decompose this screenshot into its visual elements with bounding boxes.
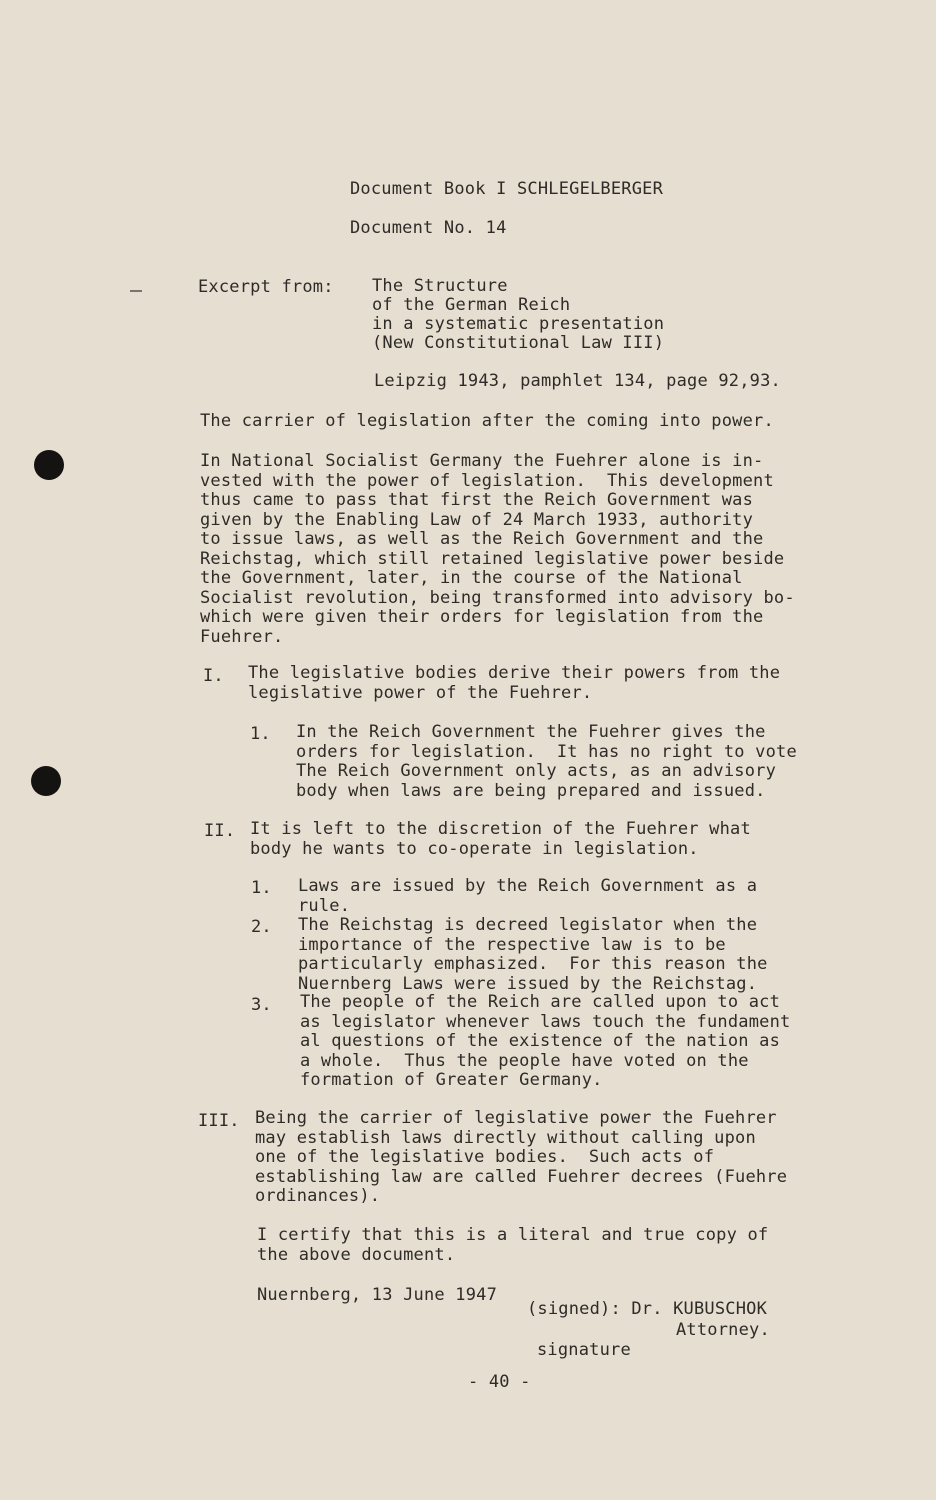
intro-line: which were given their orders for legislation from the <box>200 607 764 627</box>
section-2-item-number: 1. <box>251 878 272 898</box>
section-1-item-line: In the Reich Government the Fuehrer gives the <box>296 722 766 742</box>
section-3-line: ordinances). <box>255 1186 381 1206</box>
section-3-number: III. <box>198 1111 240 1131</box>
section-1-item-line: orders for legislation. It has no right to vote <box>296 741 797 762</box>
document-book-title: Document Book I SCHLEGELBERGER <box>350 179 664 199</box>
intro-line: thus came to pass that first the Reich Government was <box>200 490 754 510</box>
section-2-item-line: The people of the Reich are called upon to act <box>300 992 781 1012</box>
section-3-line: one of the legislative bodies. Such acts of <box>255 1147 715 1167</box>
excerpt-label: Excerpt from: <box>198 277 334 297</box>
intro-line: Reichstag, which still retained legislative power beside <box>200 548 785 569</box>
intro-line: the Government, later, in the course of the National <box>200 568 743 588</box>
section-2-item-line: a whole. Thus the people have voted on the <box>300 1050 749 1071</box>
section-3-line: may establish laws directly without calling upon <box>255 1127 756 1148</box>
punch-hole-bottom <box>31 766 61 796</box>
signed-by: (signed): Dr. KUBUSCHOK <box>527 1299 768 1319</box>
place-date: Nuernberg, 13 June 1947 <box>257 1285 498 1305</box>
intro-line: given by the Enabling Law of 24 March 1933, authority <box>200 509 754 530</box>
intro-line: to issue laws, as well as the Reich Government and the <box>200 529 764 549</box>
section-1-number: I. <box>203 666 224 686</box>
section-2-item-line: The Reichstag is decreed legislator when the <box>298 915 758 935</box>
section-2-item-number: 2. <box>251 917 272 937</box>
document-number: Document No. 14 <box>350 218 507 238</box>
margin-dash <box>130 290 142 292</box>
section-2-item-line: particularly emphasized. For this reason the <box>298 954 768 974</box>
section-1-line: legislative power of the Fuehrer. <box>248 682 593 703</box>
section-1-item-number: 1. <box>250 724 271 744</box>
section-2-item-line: rule. <box>298 895 351 916</box>
section-2-item-line: formation of Greater Germany. <box>300 1070 603 1090</box>
excerpt-title-line: of the German Reich <box>372 295 571 315</box>
intro-line: In National Socialist Germany the Fuehrer alone is in- <box>200 451 764 471</box>
section-2-item-line: importance of the respective law is to be <box>298 934 726 955</box>
section-2-item-line: Laws are issued by the Reich Government as a <box>298 876 758 896</box>
section-2-line: body he wants to co-operate in legislation. <box>250 838 699 859</box>
section-2-number: II. <box>204 821 236 841</box>
section-1-item-line: body when laws are being prepared and issued. <box>296 780 766 801</box>
section-1-item-line: The Reich Government only acts, as an advisory <box>296 761 777 781</box>
intro-line: Socialist revolution, being transformed into advisory bo- <box>200 587 795 608</box>
excerpt-title-line: (New Constitutional Law III) <box>372 333 665 353</box>
punch-hole-top <box>34 450 64 480</box>
section-3-line: Being the carrier of legislative power the Fuehrer <box>255 1108 777 1128</box>
section-2-item-line: Nuernberg Laws were issued by the Reichstag. <box>298 973 758 994</box>
signature-label: signature <box>537 1340 631 1360</box>
intro-line: vested with the power of legislation. This development <box>200 470 774 491</box>
signatory-role: Attorney. <box>676 1320 770 1340</box>
certification-line: I certify that this is a literal and true copy of <box>257 1225 769 1245</box>
section-3-line: establishing law are called Fuehrer decrees (Fuehre <box>255 1166 788 1187</box>
section-2-line: It is left to the discretion of the Fuehrer what <box>250 819 751 839</box>
section-heading: The carrier of legislation after the coming into power. <box>200 411 774 431</box>
intro-line: Fuehrer. <box>200 626 284 647</box>
excerpt-title-line: The Structure <box>372 276 508 296</box>
section-1-line: The legislative bodies derive their powers from the <box>248 663 781 683</box>
certification-line: the above document. <box>257 1244 456 1265</box>
publication-info: Leipzig 1943, pamphlet 134, page 92,93. <box>374 371 781 391</box>
excerpt-title-line: in a systematic presentation <box>372 314 665 334</box>
page-number: - 40 - <box>468 1372 531 1392</box>
section-2-item-number: 3. <box>251 995 272 1015</box>
section-2-item-line: al questions of the existence of the nation as <box>300 1031 781 1051</box>
section-2-item-line: as legislator whenever laws touch the fundament <box>300 1011 791 1032</box>
